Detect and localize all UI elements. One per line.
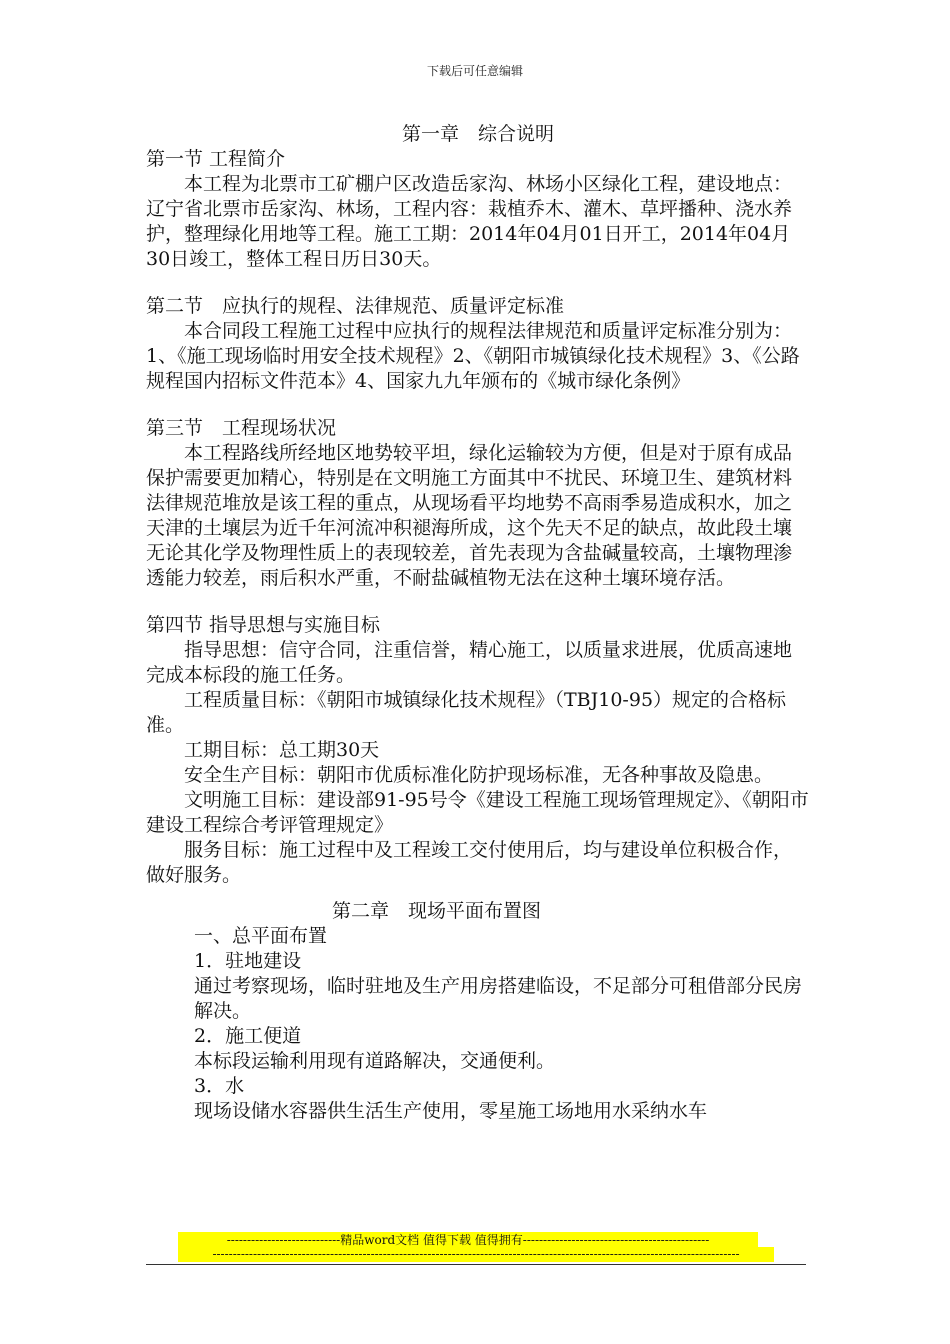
chapter-2-subtitle: 一、总平面布置 [194, 925, 328, 947]
section-1-paragraph: 本工程为北票市工矿棚户区改造岳家沟、林场小区绿化工程，建设地点：辽宁省北票市岳家沟、林场，工程内容：栽植乔木、灌木、草坪播种、浇水养护，整理绿化用地等工程。施工工期：2014年04月01日开工，2014年04月30日竣工，整体工程日历日30天。 [146, 173, 793, 270]
section-2-heading: 第二节 应执行的规程、法律规范、质量评定标准 [146, 295, 565, 317]
item-text: 现场设储水容器供生活生产使用，零星施工场地用水采纳水车 [194, 1100, 708, 1122]
document-body [146, 122, 810, 1124]
footer-banner-line-1: ----------------------------精品word文档 值得下载 值得拥有---------------------------------------------- [178, 1232, 758, 1248]
section-4-paragraph: 文明施工目标：建设部91-95号令《建设工程施工现场管理规定》、《朝阳市建设工程综合考评管理规定》 [146, 789, 809, 836]
section-4-paragraph: 工期目标：总工期30天 [184, 739, 380, 761]
item-heading: 3．水 [194, 1075, 245, 1097]
section-1-heading: 第一节 工程简介 [146, 148, 286, 170]
item-text: 通过考察现场，临时驻地及生产用房搭建临设，不足部分可租借部分民房解决。 [194, 975, 803, 1022]
item-heading: 1．驻地建设 [194, 950, 302, 972]
chapter-1-title: 第一章 综合说明 [401, 123, 554, 145]
item-text: 本标段运输利用现有道路解决，交通便利。 [194, 1050, 556, 1072]
section-4-paragraph: 服务目标：施工过程中及工程竣工交付使用后，均与建设单位积极合作，做好服务。 [146, 839, 793, 886]
item-heading: 2．施工便道 [194, 1025, 302, 1047]
footer-banner-line-2: ---------------------------------------------------------------------------------------------------------------------------------- [178, 1247, 774, 1262]
footer-divider [146, 1264, 806, 1265]
section-4-heading: 第四节 指导思想与实施目标 [146, 614, 381, 636]
section-3-heading: 第三节 工程现场状况 [146, 417, 337, 439]
section-4-paragraph: 工程质量目标：《朝阳市城镇绿化技术规程》（TBJ10-95）规定的合格标准。 [146, 689, 787, 736]
section-3-paragraph: 本工程路线所经地区地势较平坦，绿化运输较为方便，但是对于原有成品保护需要更加精心，特别是在文明施工方面其中不扰民、环境卫生、建筑材料法律规范堆放是该工程的重点，从现场看平均地势不高雨季易造成积水，加之天津的土壤层为近千年河流冲积褪海所成，这个先天不足的缺点，故此段土壤无论其化学及物理性质上的表现较差，首先表现为含盐碱量较高，土壤物理渗透能力较差，雨后积水严重，不耐盐碱植物无法在这种土壤环境存活。 [146, 442, 793, 589]
header-note: 下载后可任意编辑 [426, 64, 523, 78]
section-4-paragraph: 安全生产目标：朝阳市优质标准化防护现场标准，无各种事故及隐患。 [184, 764, 774, 786]
chapter-2-title: 第二章 现场平面布置图 [332, 900, 542, 922]
section-2-paragraph: 本合同段工程施工过程中应执行的规程法律规范和质量评定标准分别为：1、《施工现场临时用安全技术规程》2、《朝阳市城镇绿化技术规程》3、《公路规程国内招标文件范本》4、国家九九年颁布的《城市绿化条例》 [146, 320, 800, 392]
section-4-paragraph: 指导思想：信守合同，注重信誉，精心施工，以质量求进展，优质高速地完成本标段的施工任务。 [146, 639, 793, 686]
